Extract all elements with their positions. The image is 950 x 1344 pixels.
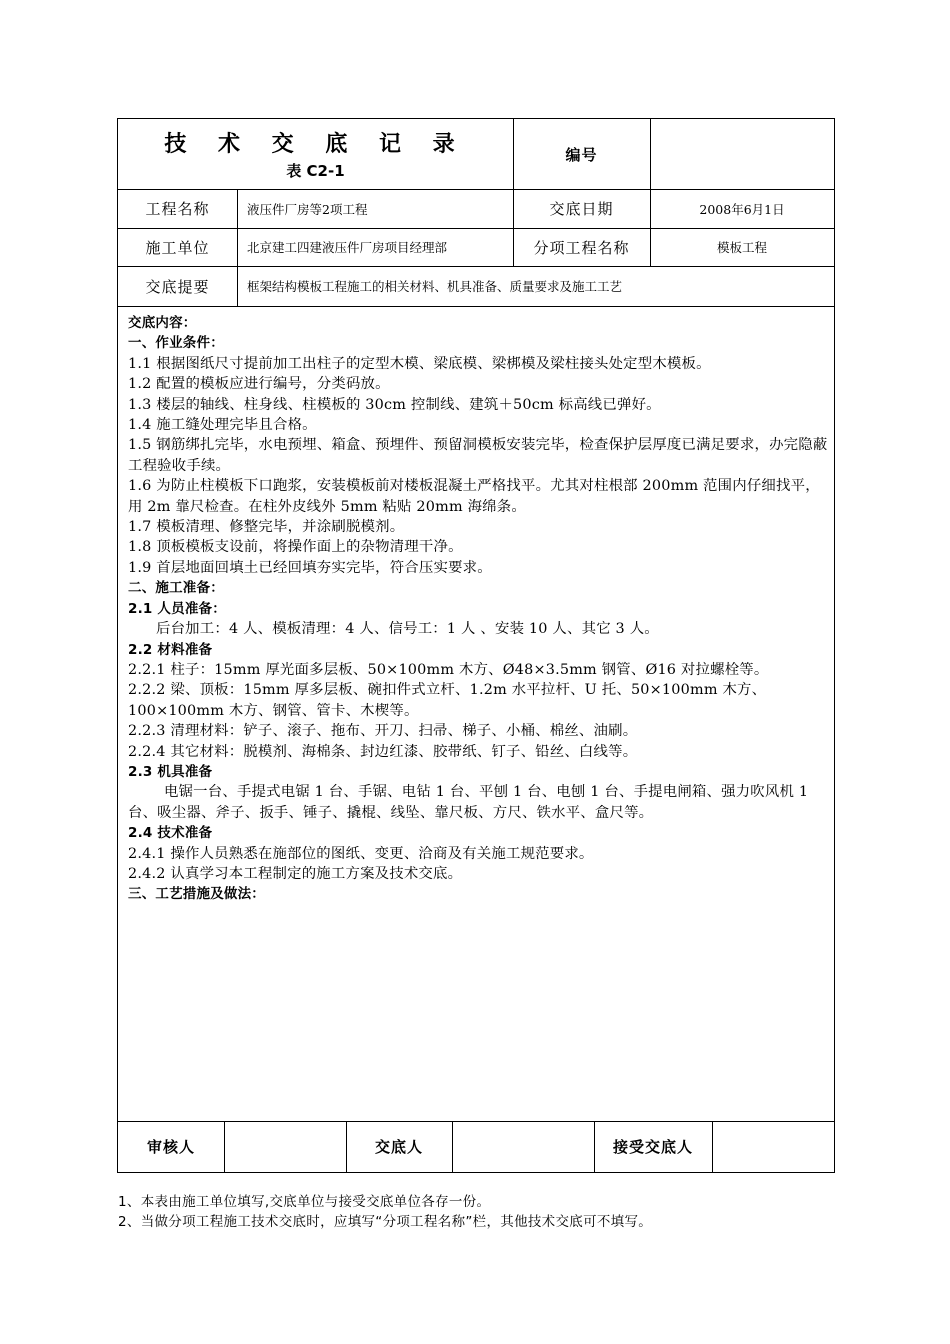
list-item: 1.1 根据图纸尺寸提前加工出柱子的定型木模、梁底模、梁梆模及梁柱接头处定型木模板。 [128, 355, 711, 372]
list-item: 2.4.1 操作人员熟悉在施部位的图纸、变更、洽商及有关施工规范要求。 [128, 845, 594, 862]
section-2-4-title: 2.4 技术准备 [128, 825, 213, 842]
presenter-label: 交底人 [374, 1138, 423, 1156]
receiver-field[interactable] [712, 1121, 834, 1172]
project-name-value[interactable]: 液压件厂房等2项工程 [247, 201, 368, 217]
unit-value[interactable]: 北京建工四建液压件厂房项目经理部 [247, 240, 448, 255]
list-item: 2.2.2 梁、顶板：15mm 厚多层板、碗扣件式立杆、1.2m 水平拉杆、U 托、50×100mm 木方、100×100mm 木方、钢管、管卡、木楔等。 [128, 682, 767, 719]
date-value[interactable]: 2008年6月1日 [699, 201, 785, 217]
section-1-title: 一、作业条件： [128, 335, 224, 352]
row-divider [118, 306, 834, 307]
section-2-1-title: 2.1 人员准备： [128, 600, 226, 617]
footnote: 1、本表由施工单位填写,交底单位与接受交底单位各存一份。 [118, 1194, 491, 1210]
section-2-title: 二、施工准备： [128, 580, 224, 597]
title-block [118, 119, 513, 189]
section-2-3-title: 2.3 机具准备 [128, 763, 213, 780]
disclosure-form [117, 118, 835, 1173]
list-item: 1.5 钢筋绑扎完毕，水电预埋、箱盒、预埋件、预留洞模板安装完毕，检查保护层厚度已满足要求，办完隐蔽工程验收手续。 [128, 437, 828, 474]
personnel-text: 后台加工：4 人、模板清理：4 人、信号工：1 人 、安装 10 人、其它 3 人。 [156, 621, 659, 638]
list-item: 2.2.1 柱子：15mm 厚光面多层板、50×100mm 木方、Ø48×3.5mm 钢管、Ø16 对拉螺栓等。 [128, 661, 769, 678]
list-item: 2.4.2 认真学习本工程制定的施工方案及技术交底。 [128, 865, 463, 882]
list-item: 1.2 配置的模板应进行编号，分类码放。 [128, 376, 390, 393]
section-3-title: 三、工艺措施及做法： [128, 886, 265, 903]
unit-label: 施工单位 [145, 238, 210, 257]
footnote: 2、当做分项工程施工技术交底时，应填写“分项工程名称”栏，其他技术交底可不填写。 [118, 1214, 653, 1230]
form-number: 表 C2-1 [286, 162, 345, 180]
list-item: 1.8 顶板模板支设前，将操作面上的杂物清理干净。 [128, 539, 463, 556]
summary-value[interactable]: 框架结构模板工程施工的相关材料、机具准备、质量要求及施工工艺 [247, 279, 623, 294]
reviewer-field[interactable] [224, 1121, 346, 1172]
date-label: 交底日期 [549, 200, 614, 218]
equipment-text [128, 782, 828, 823]
sub-project-value[interactable]: 模板工程 [716, 240, 767, 255]
list-item: 2.2.3 清理材料：铲子、滚子、拖布、开刀、扫帚、梯子、小桶、棉丝、油刷。 [128, 723, 638, 740]
project-name-label: 工程名称 [145, 200, 210, 218]
summary-label: 交底提要 [145, 277, 210, 296]
equipment-text-content: 电锯一台、手提式电锯 1 台、手锯、电钻 1 台、平刨 1 台、电刨 1 台、手提电闸箱、强力吹风机 1 台、吸尘器、斧子、扳手、锤子、撬棍、线坠、靠尺板、方尺、铁水平、盒尺等。 [128, 784, 809, 821]
content-intro: 交底内容： [128, 315, 197, 331]
number-value[interactable] [650, 119, 834, 189]
list-item: 1.6 为防止柱模板下口跑浆，安装模板前对楼板混凝土严格找平。尤其对柱根部 200mm 范围内仔细找平，用 2m 靠尺检查。在柱外皮线外 5mm 粘贴 20mm 海绵条。 [128, 478, 820, 515]
list-item: 1.4 施工缝处理完毕且合格。 [128, 417, 317, 434]
number-label: 编号 [565, 145, 598, 164]
form-title: 技 术 交 底 记 录 [164, 132, 467, 157]
list-item: 2.2.4 其它材料：脱模剂、海棉条、封边红漆、胶带纸、钉子、铅丝、白线等。 [128, 743, 638, 760]
list-item: 1.3 楼层的轴线、柱身线、柱模板的 30cm 控制线、建筑＋50cm 标高线已弹好。 [128, 396, 661, 413]
receiver-label: 接受交底人 [612, 1138, 693, 1156]
presenter-field[interactable] [452, 1121, 594, 1172]
list-item: 1.9 首层地面回填土已经回填夯实完毕，符合压实要求。 [128, 559, 492, 576]
list-item: 1.7 模板清理、修整完毕，并涂刷脱模剂。 [128, 519, 405, 536]
disclosure-content [128, 313, 828, 905]
section-2-2-title: 2.2 材料准备 [128, 641, 213, 658]
reviewer-label: 审核人 [146, 1138, 195, 1156]
sub-project-label: 分项工程名称 [533, 238, 630, 257]
